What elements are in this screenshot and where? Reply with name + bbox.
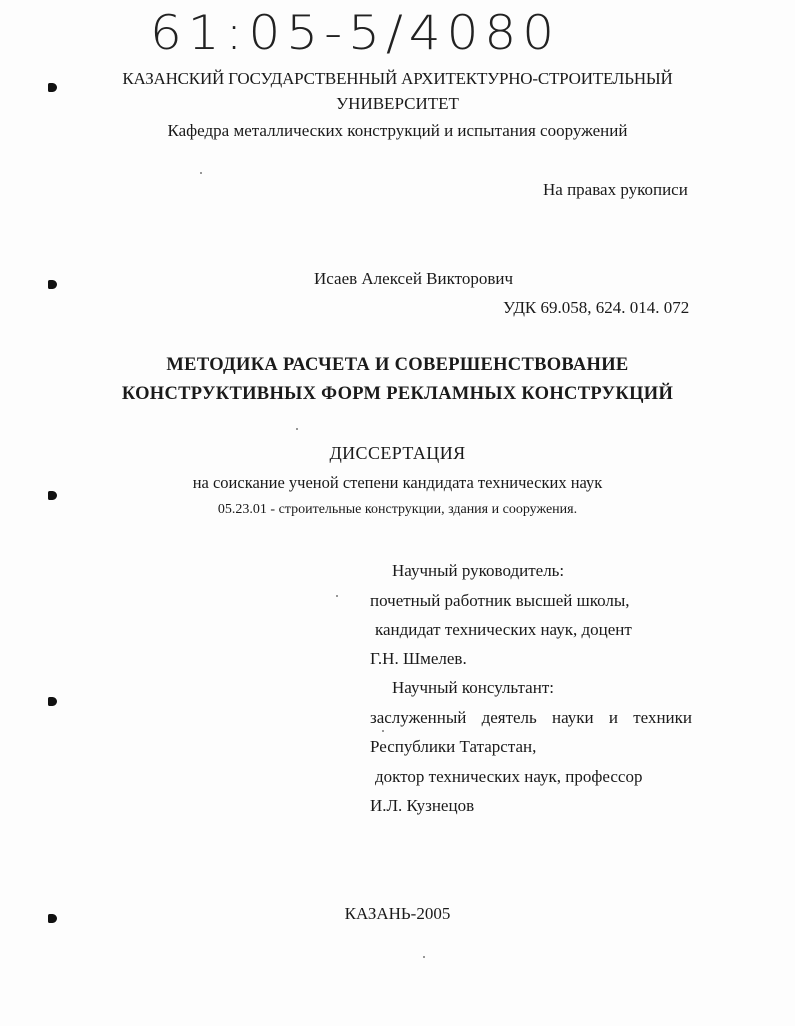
consultant-name: И.Л. Кузнецов [370, 796, 475, 815]
degree-line: на соискание ученой степени кандидата технических наук [192, 473, 603, 492]
specialty-line: 05.23.01 - строительные конструкции, здания и сооружения. [217, 502, 578, 517]
scan-speck [382, 730, 384, 732]
punch-hole-mark [48, 280, 57, 289]
scan-speck [423, 956, 425, 958]
supervisor-title-2: кандидат технических наук, доцент [375, 620, 632, 639]
scan-speck [296, 428, 298, 430]
consultant-title-1: заслуженный деятель науки и техники [370, 708, 692, 727]
author-name: Исаев Алексей Викторович [314, 269, 514, 288]
institution-name: КАЗАНСКИЙ ГОСУДАРСТВЕННЫЙ АРХИТЕКТУРНО-СТРОИТЕЛЬНЫЙ [122, 69, 673, 88]
rights-note: На правах рукописи [543, 180, 688, 199]
scan-speck [200, 172, 202, 174]
supervisor-label: Научный руководитель: [392, 561, 565, 580]
consultant-title-2: Республики Татарстан, [370, 737, 537, 756]
punch-hole-mark [48, 914, 57, 923]
punch-hole-mark [48, 491, 57, 500]
title-line-1: МЕТОДИКА РАСЧЕТА И СОВЕРШЕНСТВОВАНИЕ [166, 355, 629, 375]
title-line-2: КОНСТРУКТИВНЫХ ФОРМ РЕКЛАМНЫХ КОНСТРУКЦИЙ [121, 384, 674, 404]
consultant-label: Научный консультант: [392, 678, 554, 697]
university-line: УНИВЕРСИТЕТ [336, 94, 459, 113]
punch-hole-mark [48, 83, 57, 92]
supervisor-title-1: почетный работник высшей школы, [370, 591, 630, 610]
document-type: ДИССЕРТАЦИЯ [329, 443, 466, 463]
city-year: КАЗАНЬ-2005 [344, 904, 451, 923]
consultant-title-3: доктор технических наук, профессор [375, 767, 643, 786]
punch-hole-mark [48, 697, 57, 706]
handwritten-archive-number: 61:05-5/4080 [150, 5, 561, 61]
department-name: Кафедра металлических конструкций и испытания сооружений [167, 121, 628, 140]
supervisor-name: Г.Н. Шмелев. [370, 649, 467, 668]
udk-code: УДК 69.058, 624. 014. 072 [503, 298, 690, 317]
scan-speck [336, 595, 338, 597]
